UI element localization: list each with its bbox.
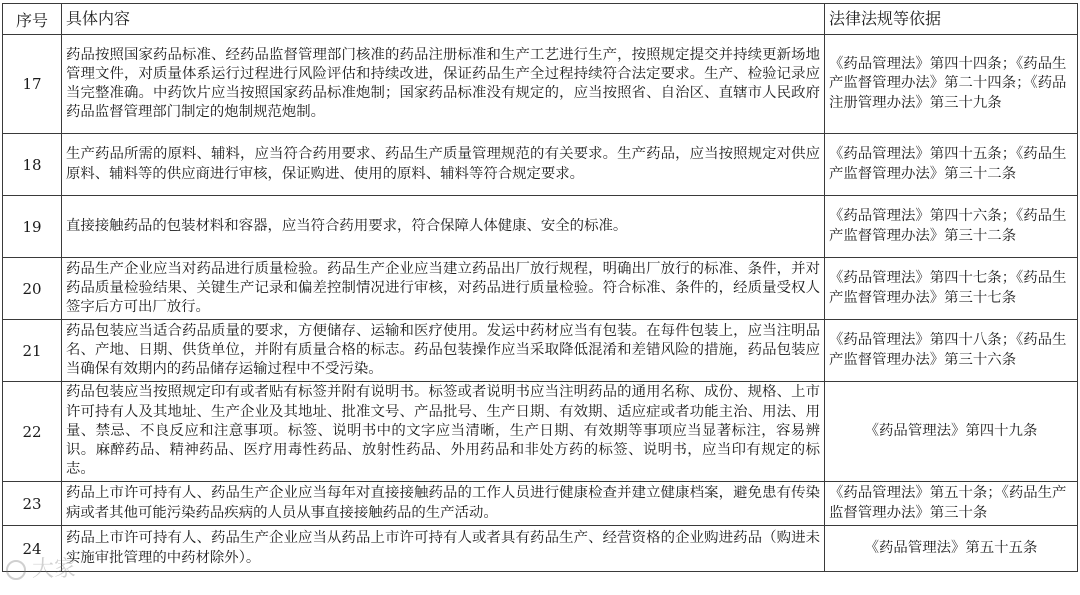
regulation-table: [2, 3, 1078, 572]
row-content: [62, 258, 825, 320]
table-header-row: [3, 4, 1078, 35]
row-basis: 《药品管理法》第四十九条: [825, 382, 1078, 482]
row-number: 17: [3, 35, 62, 134]
table-row: [3, 35, 1078, 134]
row-content-text: 直接接触药品的包装材料和容器，应当符合药用要求，符合保障人体健康、安全的标准。: [66, 217, 628, 234]
row-number: 19: [3, 196, 62, 258]
row-number: 22: [3, 382, 62, 482]
row-content-text: 药品生产企业应当对药品进行质量检验。药品生产企业应当建立药品出厂放行规程，明确出厂放行的标准、条件，并对药品质量检验结果、关键生产记录和偏差控制情况进行审核，对药品进行质量检验。符合标准、条件的，经质量受权人签字后方可出厂放行。: [66, 260, 820, 316]
header-basis: 法律法规等依据: [825, 4, 1078, 35]
row-content: [62, 35, 825, 134]
row-content-text: 药品上市许可持有人、药品生产企业应当从药品上市许可持有人或者具有药品生产、经营资格的企业购进药品（购进未实施审批管理的中药材除外）。: [66, 530, 820, 566]
row-number: 20: [3, 258, 62, 320]
row-content: [62, 382, 825, 482]
row-content-text: 药品按照国家药品标准、经药品监督管理部门核准的药品注册标准和生产工艺进行生产，按照规定提交并持续更新场地管理文件，对质量体系运行过程进行风险评估和持续改进，保证药品生产全过程持续符合法定要求。生产、检验记录应当完整准确。中药饮片应当按照国家药品标准炮制；国家药品标准没有规定的，应当按照省、自治区、直辖市人民政府药品监督管理部门制定的炮制规范炮制。: [66, 46, 820, 121]
header-content: 具体内容: [62, 4, 825, 35]
row-content: [62, 526, 825, 572]
row-basis: 《药品管理法》第五十条；《药品生产监督管理办法》第三十条: [825, 482, 1078, 526]
row-number: 18: [3, 134, 62, 196]
row-content: [62, 134, 825, 196]
table-row: [3, 258, 1078, 320]
row-basis: 《药品管理法》第四十四条；《药品生产监督管理办法》第二十四条；《药品注册管理办法》第三十九条: [825, 35, 1078, 134]
row-number: 23: [3, 482, 62, 526]
row-number: 24: [3, 526, 62, 572]
row-content: [62, 196, 825, 258]
header-no: 序号: [3, 4, 62, 35]
table-row: [3, 320, 1078, 382]
row-basis: 《药品管理法》第五十五条: [825, 526, 1078, 572]
watermark-text: 大家: [32, 557, 77, 582]
table-row: [3, 196, 1078, 258]
table-row: [3, 134, 1078, 196]
table-row: [3, 482, 1078, 526]
row-basis: 《药品管理法》第四十八条；《药品生产监督管理办法》第三十六条: [825, 320, 1078, 382]
row-number: 21: [3, 320, 62, 382]
row-basis: 《药品管理法》第四十六条；《药品生产监督管理办法》第三十二条: [825, 196, 1078, 258]
row-basis: 《药品管理法》第四十七条；《药品生产监督管理办法》第三十七条: [825, 258, 1078, 320]
table-row: [3, 382, 1078, 482]
row-basis: 《药品管理法》第四十五条；《药品生产监督管理办法》第三十二条: [825, 134, 1078, 196]
row-content-text: 药品包装应当按照规定印有或者贴有标签并附有说明书。标签或者说明书应当注明药品的通用名称、成份、规格、上市许可持有人及其地址、生产企业及其地址、批准文号、产品批号、生产日期、有效期、适应症或者功能主治、用法、用量、禁忌、不良反应和注意事项。标签、说明书中的文字应当清晰，生产日期、有效期等事项应当显著标注，容易辨识。麻醉药品、精神药品、医疗用毒性药品、放射性药品、外用药品和非处方药的标签、说明书，应当印有规定的标志。: [66, 384, 820, 478]
row-content-text: 生产药品所需的原料、辅料，应当符合药用要求、药品生产质量管理规范的有关要求。生产药品，应当按照规定对供应原料、辅料等的供应商进行审核，保证购进、使用的原料、辅料等符合规定要求。: [66, 146, 820, 182]
table-row: [3, 526, 1078, 572]
row-content-text: 药品包装应当适合药品质量的要求，方便储存、运输和医疗使用。发运中药材应当有包装。在每件包装上，应当注明品名、产地、日期、供货单位，并附有质量合格的标志。药品包装操作应当采取降低混淆和差错风险的措施，药品包装应当确保有效期内的药品储存运输过程中不受污染。: [66, 322, 820, 378]
row-content: [62, 320, 825, 382]
row-content-text: 药品上市许可持有人、药品生产企业应当每年对直接接触药品的工作人员进行健康检查并建立健康档案，避免患有传染病或者其他可能污染药品疾病的人员从事直接接触药品的生产活动。: [66, 485, 820, 521]
row-content: [62, 482, 825, 526]
